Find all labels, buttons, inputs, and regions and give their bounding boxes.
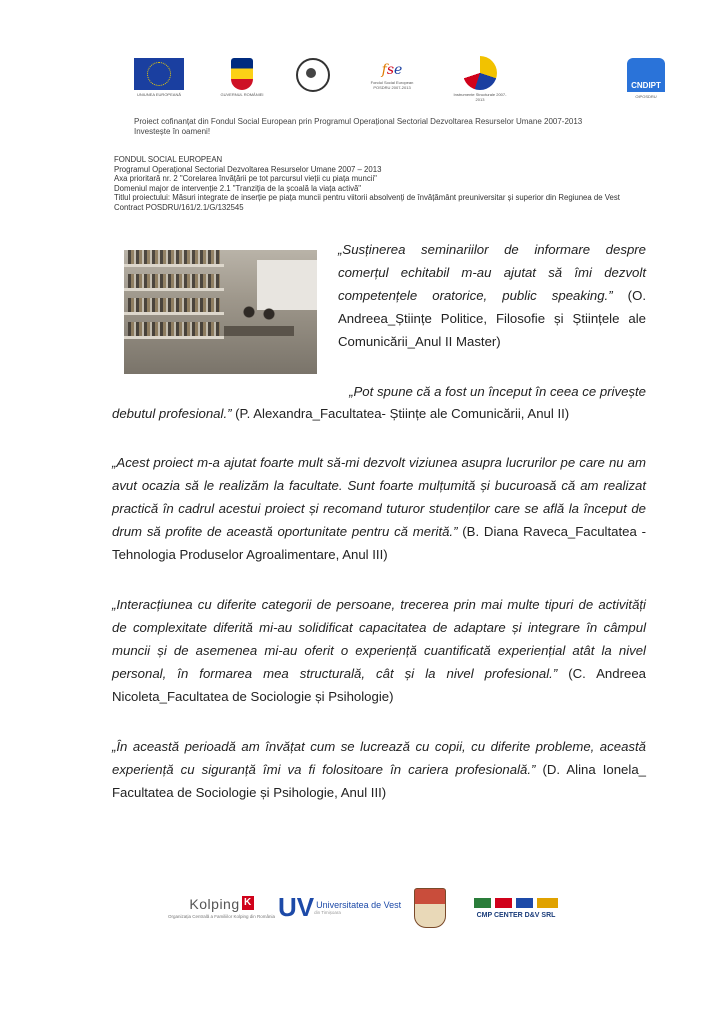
lab-photo <box>124 250 317 374</box>
cndipt-caption: OIPOSDRU <box>635 94 657 99</box>
testimonial-5-author: (D. Alina Ionela_ Facultatea de Sociologie și Psihologie, Anul III) <box>112 762 646 800</box>
info-line-4: Domeniul major de intervenție 2.1 "Tranziția de la școală la viața activă" <box>114 183 362 193</box>
header-logos <box>0 56 724 108</box>
cndipt-icon: CNDIPT <box>627 58 665 92</box>
info-line-1: FONDUL SOCIAL EUROPEAN <box>114 155 223 164</box>
ministry-seal-icon <box>296 58 330 92</box>
eu-caption: UNIUNEA EUROPEANĂ <box>136 92 181 97</box>
testimonial-2-quote-part-2: debutul profesional.” <box>112 406 232 421</box>
eu-flag-icon <box>134 58 184 90</box>
kolping-name: Kolping <box>189 896 240 912</box>
project-info <box>114 155 654 213</box>
uvt-logo <box>278 894 401 920</box>
testimonial-4 <box>112 593 646 708</box>
info-line-3: Axa prioritară nr. 2 "Corelarea învățării pe tot parcursul vieții cu piața muncii" <box>114 174 377 184</box>
uvt-subtitle: din Timișoara <box>314 909 341 915</box>
government-caption: GUVERNUL ROMÂNIEI <box>220 92 264 97</box>
cofinance-text: Proiect cofinanțat din Fondul Social European prin Programul Operațional Sectorial Dezvoltarea Resurselor Umane 2007-2013 <box>134 117 583 126</box>
instrumente-structurale-logo <box>450 56 510 102</box>
eu-logo <box>134 58 184 97</box>
government-logo <box>216 58 268 97</box>
kolping-k-icon: K <box>242 896 254 910</box>
testimonial-1-author: (O. Andreea_Științe Politice, Filosofie și Științele ale Comunicării_Anul II Master) <box>338 288 646 349</box>
cmp-bars-icon <box>474 898 558 908</box>
testimonial-2-line-2 <box>112 402 652 425</box>
testimonial-5-quote: „În această perioadă am învățat cum se lucrează cu copii, cu diferite probleme, această experiență cu siguranță îmi va fi folositoare în cariera profesională.” <box>112 739 646 777</box>
kolping-logo <box>168 896 275 919</box>
fse-icon: fse <box>381 62 403 78</box>
cofinance-statement <box>134 117 694 137</box>
slogan: Investește în oameni! <box>134 127 211 136</box>
testimonial-1 <box>338 238 646 353</box>
testimonial-2-quote-part-1: „Pot spune că a fost un început în ceea ce privește <box>349 384 646 399</box>
instrumente-caption: Instrumente Structurale 2007-2013 <box>453 92 507 102</box>
partner-logos <box>0 888 724 938</box>
testimonial-1-quote: „Susținerea seminariilor de informare despre comerțul echitabil m-au ajutat să îmi dezvolt competențele oratorice, public speaking.” <box>338 242 646 303</box>
info-line-6: Contract POSDRU/161/2.1/G/132545 <box>114 202 244 212</box>
school-crest-icon <box>414 888 446 928</box>
uvt-mark-icon: UV <box>278 892 315 922</box>
testimonial-4-quote: „Interacțiunea cu diferite categorii de persoane, trecerea prin mai multe tipuri de activități de complexitate diferită mi-au solidificat capacitatea de adaptare și integrare în câmpul muncii și de asemenea mi-au oferit o experiență cuantificată experiențial atât la nivel personal, în formarea mea structurală, cât și la nivel profesional.” <box>112 597 646 681</box>
uvt-name: Universitatea de Vest <box>316 899 402 910</box>
instrumente-structurale-icon <box>463 56 497 90</box>
cmp-center-logo <box>474 898 558 919</box>
ministry-logo <box>296 58 330 92</box>
testimonial-2-line-1 <box>338 380 646 403</box>
kolping-subtitle: Organizația Centrală a Familiilor Kolping din România <box>168 914 276 919</box>
info-line-5: Titlul proiectului: Măsuri integrate de inserție pe piața muncii pentru viitorii absolvenți de învățământ preuniversitar și superior din Regiunea de Vest <box>114 193 620 203</box>
testimonial-4-author: (C. Andreea Nicoleta_Facultatea de Sociologie și Psihologie) <box>112 666 646 704</box>
testimonial-2-author: (P. Alexandra_Facultatea- Științe ale Comunicării, Anul II) <box>231 406 570 421</box>
testimonial-3-author: (B. Diana Raveca_Facultatea - Tehnologia Produselor Agroalimentare, Anul III) <box>112 524 646 562</box>
testimonial-3 <box>112 451 646 566</box>
cmp-name: CMP CENTER D&V SRL <box>476 912 556 919</box>
cndipt-logo <box>627 58 665 99</box>
testimonial-3-quote: „Acest proiect m-a ajutat foarte mult să-mi dezvolt viziunea asupra lucrurilor pe care nu am avut ocazia să le realizăm la facultate. Sunt foarte mulțumită și bucuroasă că am realizat practică în cadrul acestui proiect și recomand tuturor studenților care se află la început de drum să profite de această oportunitate pentru că merită.” <box>112 455 646 539</box>
testimonial-5 <box>112 735 646 804</box>
romanian-government-crest-icon <box>231 58 253 90</box>
fse-caption: Fondul Social European POSDRU 2007-2013 <box>370 80 414 90</box>
info-line-2: Programul Operațional Sectorial Dezvoltarea Resurselor Umane 2007 – 2013 <box>114 164 382 174</box>
fse-logo <box>362 62 422 90</box>
